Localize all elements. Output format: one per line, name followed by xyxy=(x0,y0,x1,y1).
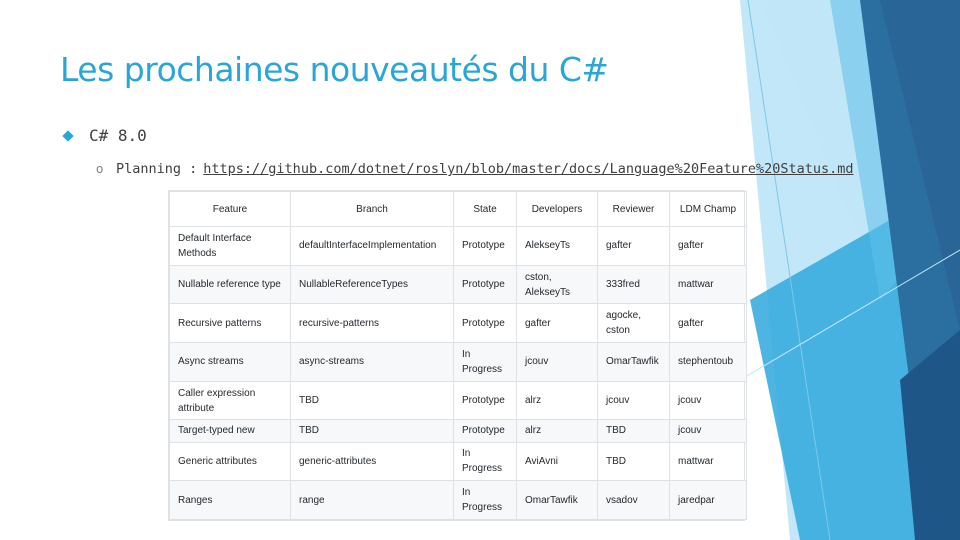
table-cell: mattwar xyxy=(670,442,747,481)
table-row xyxy=(170,481,747,520)
table-cell: Async streams xyxy=(170,343,291,382)
table-cell: Generic attributes xyxy=(170,442,291,481)
table-cell: async-streams xyxy=(291,343,454,382)
table-cell: jcouv xyxy=(598,381,670,420)
table-row xyxy=(170,343,747,382)
table-cell: Caller expression attribute xyxy=(170,381,291,420)
table-row xyxy=(170,442,747,481)
table-cell: Prototype xyxy=(454,265,517,304)
table-cell: alrz xyxy=(517,381,598,420)
circle-bullet-icon: o xyxy=(96,162,104,176)
table-cell: vsadov xyxy=(598,481,670,520)
table-row xyxy=(170,304,747,343)
table-cell: 333fred xyxy=(598,265,670,304)
table-cell: NullableReferenceTypes xyxy=(291,265,454,304)
header-cell: Developers xyxy=(517,192,598,227)
table-cell: generic-attributes xyxy=(291,442,454,481)
table-cell: TBD xyxy=(291,381,454,420)
slide-title: Les prochaines nouveautés du C# xyxy=(60,50,609,89)
table-cell: Prototype xyxy=(454,227,517,266)
table-cell: Recursive patterns xyxy=(170,304,291,343)
table-cell: stephentoub xyxy=(670,343,747,382)
table-cell: In Progress xyxy=(454,481,517,520)
table-cell: Prototype xyxy=(454,381,517,420)
table-cell: alrz xyxy=(517,420,598,442)
table-cell: Default Interface Methods xyxy=(170,227,291,266)
table-cell: Nullable reference type xyxy=(170,265,291,304)
feature-status-table-grid xyxy=(169,191,747,520)
table-cell: TBD xyxy=(598,420,670,442)
table-cell: Ranges xyxy=(170,481,291,520)
table-cell: jcouv xyxy=(670,420,747,442)
table-cell: Prototype xyxy=(454,304,517,343)
table-row xyxy=(170,227,747,266)
header-cell: Reviewer xyxy=(598,192,670,227)
table-cell: recursive-patterns xyxy=(291,304,454,343)
table-cell: AviAvni xyxy=(517,442,598,481)
bullet-level-1-text: C# 8.0 xyxy=(89,126,147,145)
header-cell: LDM Champ xyxy=(670,192,747,227)
table-cell: jaredpar xyxy=(670,481,747,520)
planning-link[interactable]: https://github.com/dotnet/roslyn/blob/master/docs/Language%20Feature%20Status.md xyxy=(203,161,854,177)
table-header-row xyxy=(170,192,747,227)
table-row xyxy=(170,265,747,304)
header-cell: Feature xyxy=(170,192,291,227)
table-cell: TBD xyxy=(291,420,454,442)
header-cell: Branch xyxy=(291,192,454,227)
table-cell: gafter xyxy=(670,227,747,266)
table-cell: cston, AlekseyTs xyxy=(517,265,598,304)
table-cell: In Progress xyxy=(454,442,517,481)
table-cell: mattwar xyxy=(670,265,747,304)
table-row xyxy=(170,420,747,442)
table-cell: In Progress xyxy=(454,343,517,382)
table-cell: agocke, cston xyxy=(598,304,670,343)
header-cell: State xyxy=(454,192,517,227)
table-cell: OmarTawfik xyxy=(598,343,670,382)
table-cell: Prototype xyxy=(454,420,517,442)
table-cell: OmarTawfik xyxy=(517,481,598,520)
table-cell: TBD xyxy=(598,442,670,481)
table-cell: range xyxy=(291,481,454,520)
feature-status-table xyxy=(168,190,745,521)
table-cell: gafter xyxy=(517,304,598,343)
bullet-level-2 xyxy=(96,161,854,177)
diamond-bullet-icon xyxy=(62,130,74,142)
table-cell: gafter xyxy=(598,227,670,266)
table-cell: gafter xyxy=(670,304,747,343)
planning-label: Planning : xyxy=(116,161,198,177)
table-cell: defaultInterfaceImplementation xyxy=(291,227,454,266)
table-cell: AlekseyTs xyxy=(517,227,598,266)
table-cell: jcouv xyxy=(517,343,598,382)
bullet-level-1 xyxy=(62,126,147,145)
table-row xyxy=(170,381,747,420)
table-cell: jcouv xyxy=(670,381,747,420)
table-cell: Target-typed new xyxy=(170,420,291,442)
